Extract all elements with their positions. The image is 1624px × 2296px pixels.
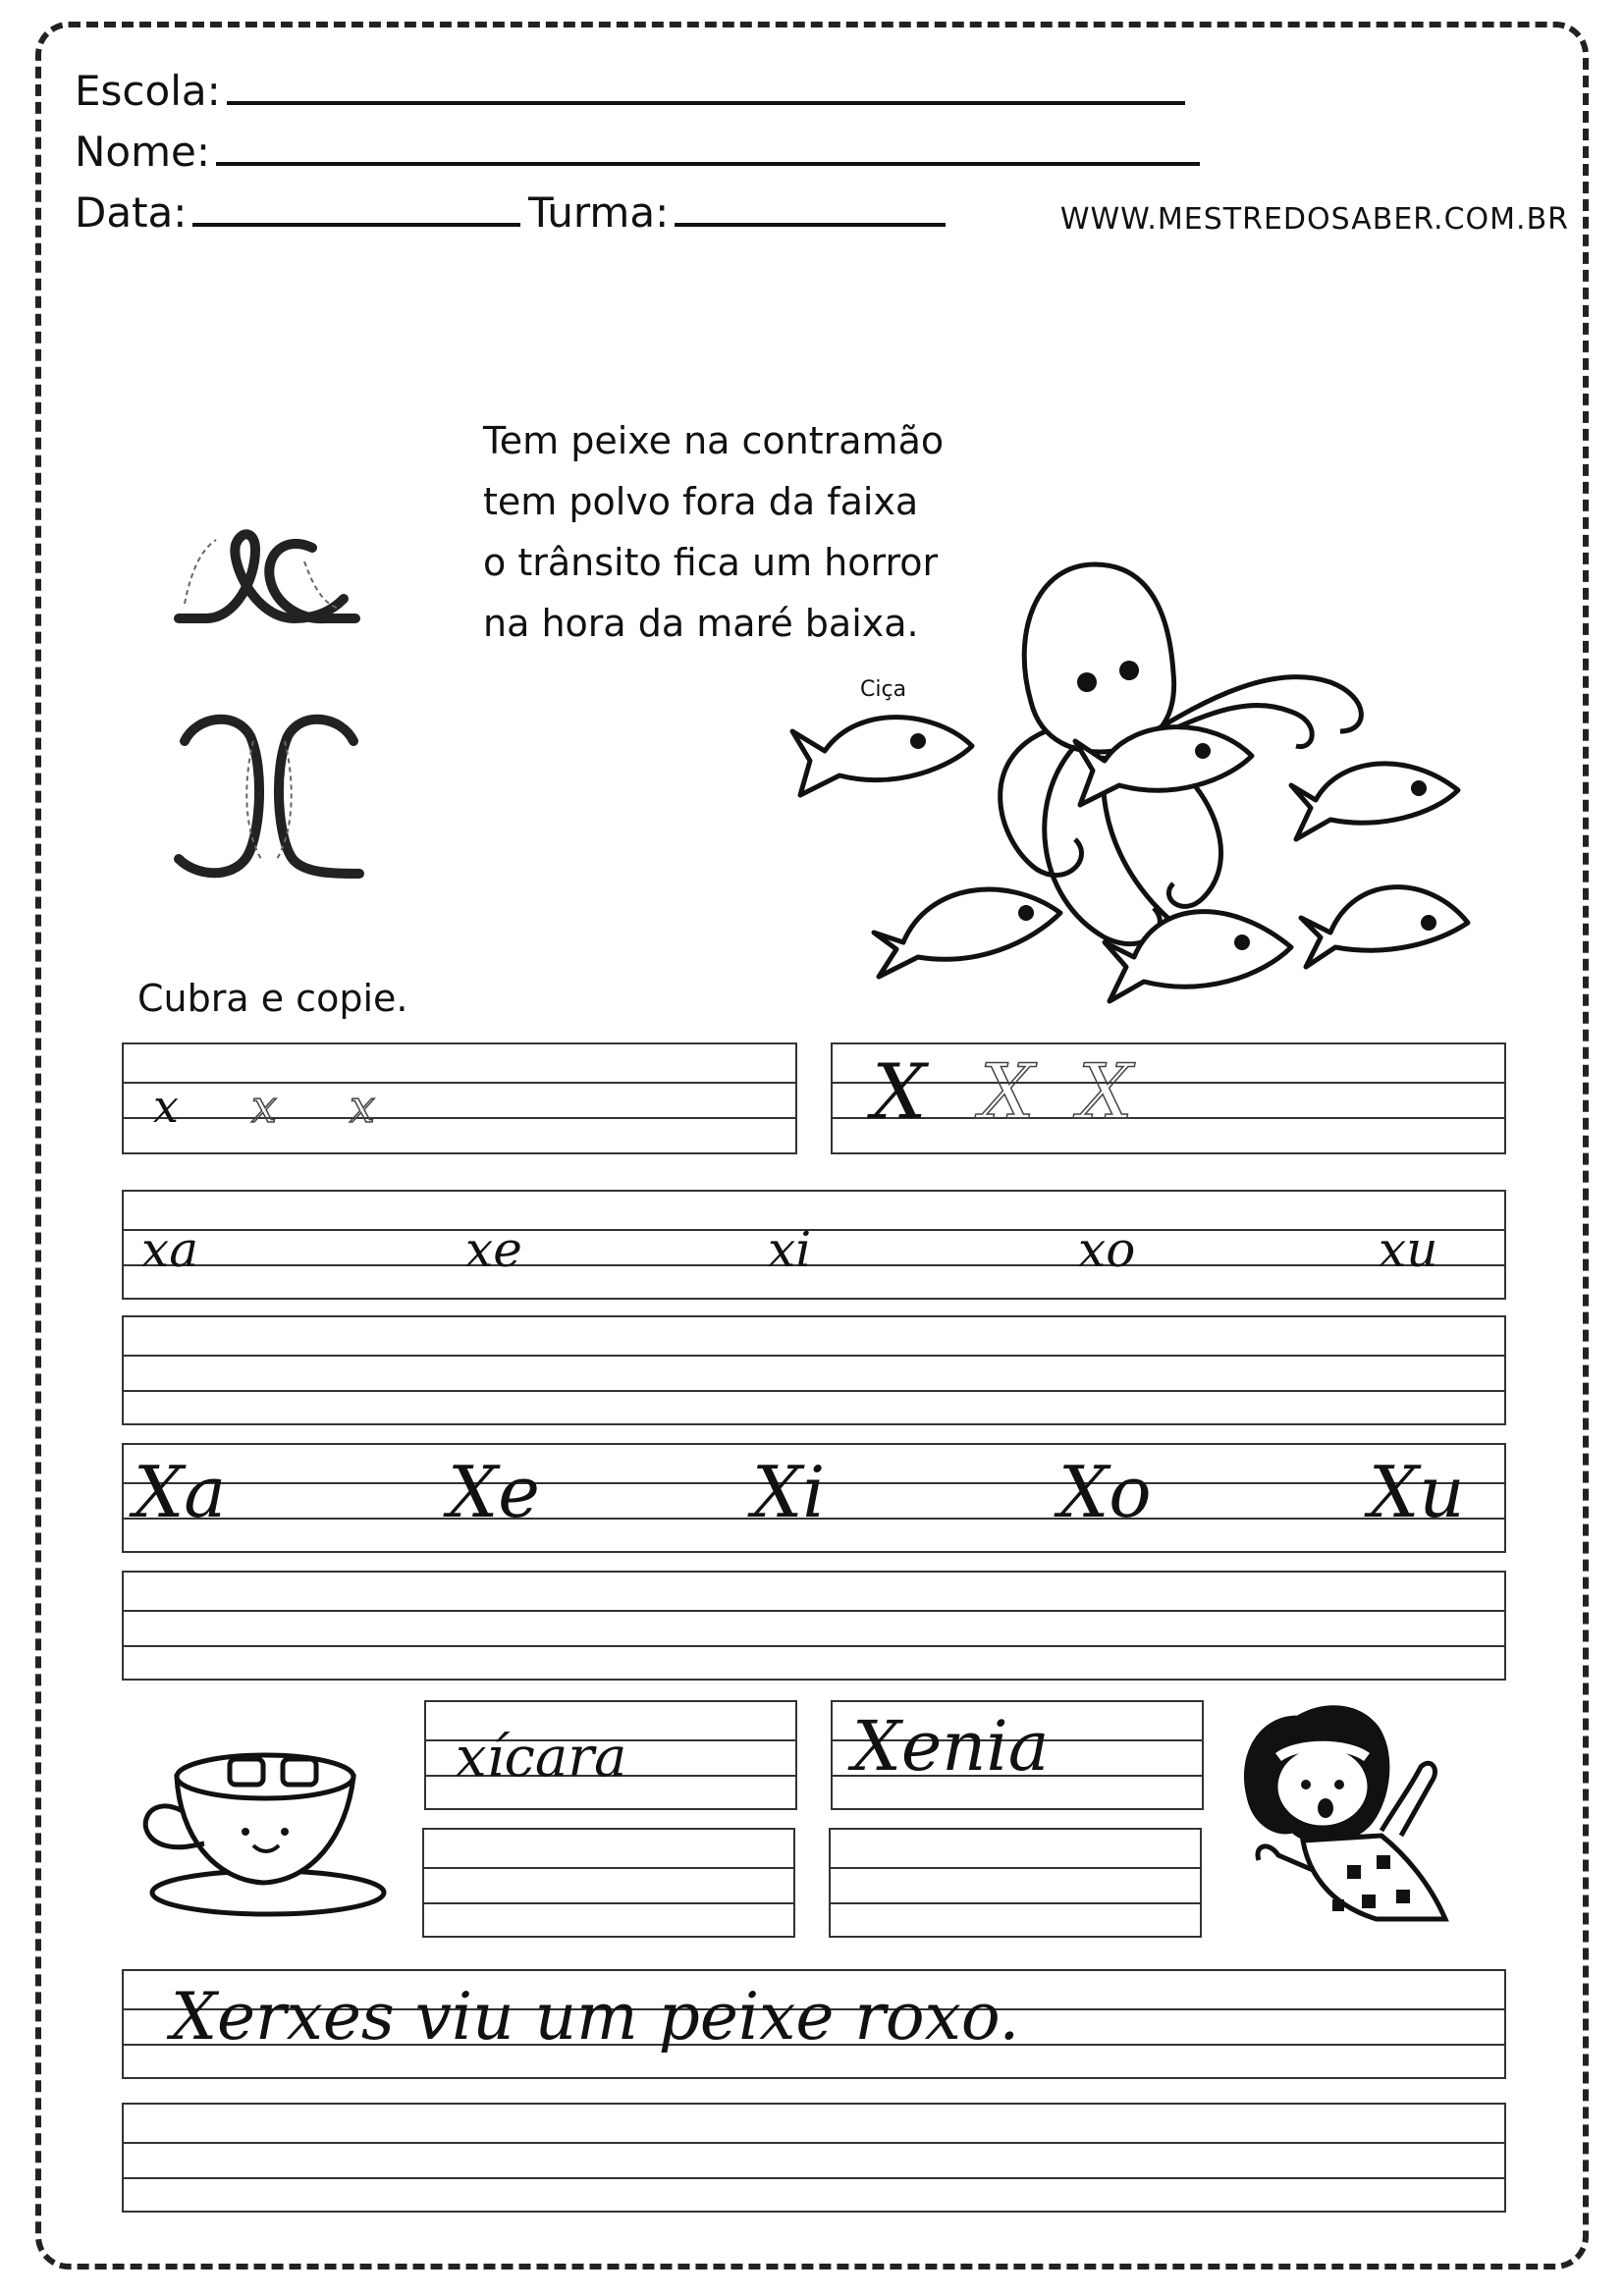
practice-box-sentence[interactable] xyxy=(122,1969,1506,2079)
poem-author: Ciça xyxy=(860,677,907,702)
guide-line xyxy=(124,1390,1504,1392)
nome-line[interactable] xyxy=(216,162,1200,166)
cursive-x-lower-icon xyxy=(167,510,373,638)
escola-line[interactable] xyxy=(227,101,1185,105)
instruction: Cubra e copie. xyxy=(137,977,408,1020)
syllable: xu xyxy=(1379,1221,1438,1278)
trace-letter: X xyxy=(872,1048,927,1137)
guide-line xyxy=(833,1117,1504,1119)
guide-line xyxy=(833,1082,1504,1084)
poem-line: o trânsito fica um horror xyxy=(483,541,939,584)
guide-line xyxy=(124,1117,795,1119)
syllable: Xo xyxy=(1058,1451,1152,1533)
practice-box-lower-syllables[interactable] xyxy=(122,1190,1506,1300)
trace-letter: x xyxy=(153,1080,179,1133)
trace-letter: x xyxy=(251,1080,277,1133)
practice-box-word-xicara[interactable] xyxy=(424,1700,797,1810)
word: Xenia xyxy=(852,1706,1050,1787)
syllable: xe xyxy=(465,1221,522,1278)
practice-box-blank[interactable] xyxy=(122,1571,1506,1681)
nome-label: Nome: xyxy=(75,128,211,176)
guide-line xyxy=(124,1610,1504,1612)
girl-illustration xyxy=(1239,1698,1467,1929)
guide-line xyxy=(124,2142,1504,2144)
guide-line xyxy=(124,1264,1504,1266)
cursive-x-upper-icon xyxy=(167,702,373,883)
practice-box-blank[interactable] xyxy=(122,2103,1506,2213)
practice-box-lower-x[interactable] xyxy=(122,1042,797,1154)
teacup-illustration xyxy=(135,1737,393,1919)
trace-letter: X xyxy=(980,1048,1035,1137)
website-url: WWW.MESTREDOSABER.COM.BR xyxy=(1059,202,1569,237)
practice-box-blank[interactable] xyxy=(422,1828,795,1938)
poem-line: na hora da maré baixa. xyxy=(483,602,919,645)
turma-label: Turma: xyxy=(528,188,670,237)
data-label: Data: xyxy=(75,188,188,237)
syllable: xo xyxy=(1078,1221,1136,1278)
guide-line xyxy=(831,1902,1200,1904)
escola-label: Escola: xyxy=(75,67,221,115)
guide-line xyxy=(424,1902,793,1904)
data-line[interactable] xyxy=(192,223,520,227)
syllable: Xa xyxy=(134,1451,227,1533)
nome-field xyxy=(75,128,1200,176)
sentence: Xerxes viu um peixe roxo. xyxy=(171,1979,1020,2055)
trace-letter: X xyxy=(1078,1048,1133,1137)
word: xícara xyxy=(456,1726,627,1789)
practice-box-upper-syllables[interactable] xyxy=(122,1443,1506,1553)
turma-field xyxy=(528,188,946,237)
poem-line: tem polvo fora da faixa xyxy=(483,480,919,523)
guide-line xyxy=(124,1229,1504,1231)
practice-box-blank[interactable] xyxy=(122,1315,1506,1425)
trace-letter: x xyxy=(350,1080,375,1133)
guide-line xyxy=(124,1082,795,1084)
poem-line: Tem peixe na contramão xyxy=(483,419,945,462)
data-field xyxy=(75,188,520,237)
octopus-fish-illustration xyxy=(781,545,1478,1006)
practice-box-upper-x[interactable] xyxy=(831,1042,1506,1154)
guide-line xyxy=(124,2177,1504,2179)
escola-field xyxy=(75,67,1185,115)
syllable: Xu xyxy=(1369,1451,1465,1533)
syllable: Xi xyxy=(752,1451,826,1533)
guide-line xyxy=(424,1867,793,1869)
practice-box-word-xenia[interactable] xyxy=(831,1700,1204,1810)
syllable: Xe xyxy=(448,1451,540,1533)
guide-line xyxy=(831,1867,1200,1869)
guide-line xyxy=(124,1355,1504,1357)
syllable: xa xyxy=(141,1221,199,1278)
practice-box-blank[interactable] xyxy=(829,1828,1202,1938)
syllable: xi xyxy=(768,1221,812,1278)
turma-line[interactable] xyxy=(675,223,946,227)
guide-line xyxy=(124,1645,1504,1647)
